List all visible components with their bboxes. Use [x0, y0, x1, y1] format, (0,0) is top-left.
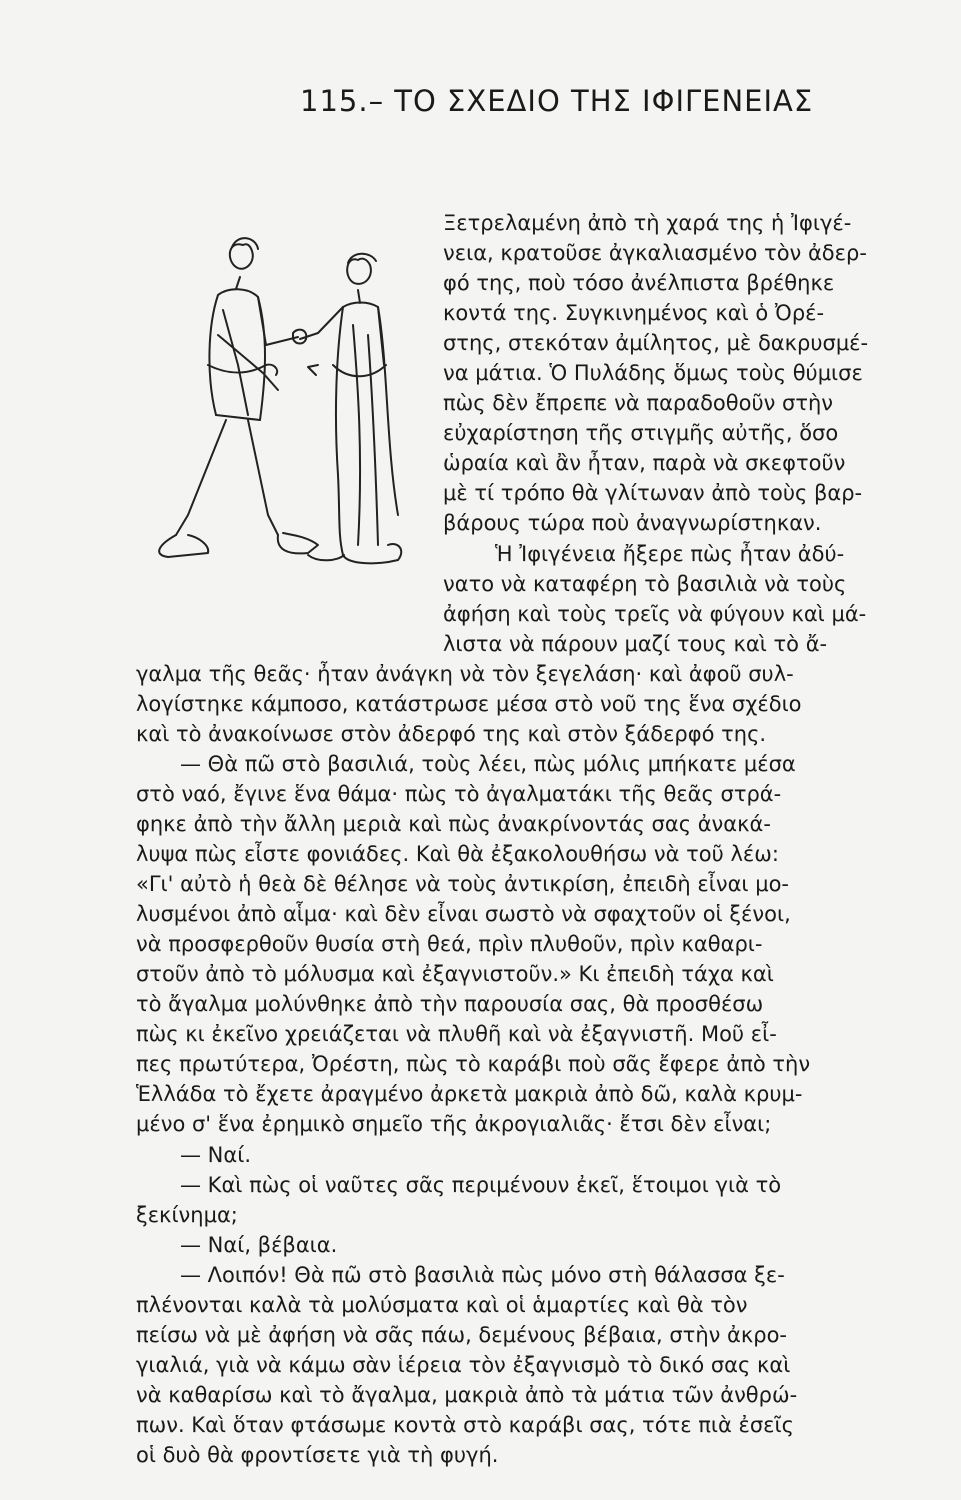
text-line: — Ναί. [180, 1143, 252, 1167]
text-line: νεια, κρατοῦσε ἀγκαλιασμένο τὸν ἀδερ- [443, 241, 867, 265]
text-line: «Γι' αὐτὸ ἡ θεὰ δὲ θέλησε νὰ τοὺς ἀντικρίση, ἐπειδὴ εἶναι μο- [136, 872, 789, 896]
text-line: να μάτια. Ὁ Πυλάδης ὅμως τοὺς θύμισε [443, 361, 863, 385]
text-line: μένο σ' ἕνα ἐρημικὸ σημεῖο τῆς ἀκρογιαλιᾶς· ἔτσι δὲν εἶναι; [136, 1112, 772, 1136]
text-line: ἀφήση καὶ τοὺς τρεῖς νὰ φύγουν καὶ μά- [443, 602, 867, 626]
page-title: 115.– ΤΟ ΣΧΕΔΙΟ ΤΗΣ ΙΦΙΓΕΝΕΙΑΣ [300, 84, 814, 118]
text-line: μὲ τί τρόπο θὰ γλίτωναν ἀπὸ τοὺς βαρ- [443, 481, 863, 505]
text-line: πων. Καὶ ὅταν φτάσωμε κοντὰ στὸ καράβι σας, τότε πιὰ ἐσεῖς [136, 1413, 794, 1437]
text-line: — Καὶ πὼς οἱ ναῦτες σᾶς περιμένουν ἐκεῖ, ἕτοιμοι γιὰ τὸ [180, 1173, 782, 1197]
text-line: οἱ δυὸ θὰ φροντίσετε γιὰ τὴ φυγή. [136, 1443, 499, 1467]
text-line: Ἑλλάδα τὸ ἔχετε ἀραγμένο ἀρκετὰ μακριὰ ἀπὸ δῶ, καλὰ κρυμ- [136, 1082, 803, 1106]
text-line: στὸ ναό, ἔγινε ἕνα θάμα· πὼς τὸ ἀγαλματάκι τῆς θεᾶς στρά- [136, 782, 782, 806]
text-line: βάρους τώρα ποὺ ἀναγνωρίστηκαν. [443, 511, 822, 535]
text-line: κοντά της. Συγκινημένος καὶ ὁ Ὀρέ- [443, 301, 825, 325]
text-line: πείσω νὰ μὲ ἀφήση νὰ σᾶς πάω, δεμένους βέβαια, στὴν ἀκρο- [136, 1323, 788, 1347]
text-line: φό της, ποὺ τόσο ἀνέλπιστα βρέθηκε [443, 271, 835, 295]
text-line: λογίστηκε κάμποσο, κατάστρωσε μέσα στὸ νοῦ της ἕνα σχέδιο [136, 692, 802, 716]
text-line: φηκε ἀπὸ τὴν ἄλλη μεριὰ καὶ πὼς ἀνακρίνοντάς σας ἀνακά- [136, 812, 771, 836]
text-line: πὼς κι ἐκεῖνο χρειάζεται νὰ πλυθῆ καὶ νὰ ἐξαγνιστῆ. Μοῦ εἶ- [136, 1022, 777, 1046]
text-line: τὸ ἄγαλμα μολύνθηκε ἀπὸ τὴν παρουσία σας, θὰ προσθέσω [136, 992, 764, 1016]
text-line: — Ναί, βέβαια. [180, 1233, 338, 1257]
text-line: πλένονται καλὰ τὰ μολύσματα καὶ οἱ ἁμαρτίες καὶ θὰ τὸν [136, 1293, 748, 1317]
text-line: πὼς δὲν ἔπρεπε νὰ παραδοθοῦν στὴν [443, 391, 834, 415]
text-line: γιαλιά, γιὰ νὰ κάμω σὰν ἱέρεια τὸν ἐξαγνισμὸ τὸ δικό σας καὶ [136, 1353, 791, 1377]
text-line: ὡραία καὶ ἂν ἦταν, παρὰ νὰ σκεφτοῦν [443, 451, 846, 475]
orestes-and-iphigenia-drawing-icon [148, 215, 448, 585]
text-line: νὰ καθαρίσω καὶ τὸ ἄγαλμα, μακριὰ ἀπὸ τὰ μάτια τῶν ἀνθρώ- [136, 1383, 798, 1407]
text-line: εὐχαρίστηση τῆς στιγμῆς αὐτῆς, ὅσο [443, 421, 839, 445]
text-line: — Θὰ πῶ στὸ βασιλιά, τοὺς λέει, πὼς μόλις μπήκατε μέσα [180, 752, 796, 776]
text-line: ξεκίνημα; [136, 1203, 238, 1227]
text-line: πες πρωτύτερα, Ὀρέστη, πὼς τὸ καράβι ποὺ σᾶς ἔφερε ἀπὸ τὴν [136, 1052, 811, 1076]
text-line: νατο νὰ καταφέρη τὸ βασιλιὰ νὰ τοὺς [443, 572, 847, 596]
text-line: λυσμένοι ἀπὸ αἷμα· καὶ δὲν εἶναι σωστὸ νὰ σφαχτοῦν οἱ ξένοι, [136, 902, 791, 926]
text-line: λυψα πὼς εἶστε φονιάδες. Καὶ θὰ ἐξακολουθήσω νὰ τοῦ λέω: [136, 842, 779, 866]
text-line: στοῦν ἀπὸ τὸ μόλυσμα καὶ ἐξαγνιστοῦν.» Κι ἐπειδὴ τάχα καὶ [136, 962, 774, 986]
text-line: νὰ προσφερθοῦν θυσία στὴ θεά, πρὶν πλυθοῦν, πρὶν καθαρι- [136, 932, 763, 956]
text-line: Ἡ Ἰφιγένεια ἤξερε πὼς ἦταν ἀδύ- [495, 542, 845, 566]
text-line: γαλμα τῆς θεᾶς· ἦταν ἀνάγκη νὰ τὸν ξεγελάση· καὶ ἀφοῦ συλ- [136, 662, 794, 686]
text-line: Ξετρελαμένη ἀπὸ τὴ χαρά της ἡ Ἰφιγέ- [443, 211, 852, 235]
text-line: στης, στεκόταν ἀμίλητος, μὲ δακρυσμέ- [443, 331, 869, 355]
text-line: λιστα νὰ πάρουν μαζί τους καὶ τὸ ἄ- [443, 632, 828, 656]
text-line: — Λοιπόν! Θὰ πῶ στὸ βασιλιὰ πὼς μόνο στὴ θάλασσα ξε- [180, 1263, 785, 1287]
text-line: καὶ τὸ ἀνακοίνωσε στὸν ἀδερφό της καὶ στὸν ξάδερφό της. [136, 722, 767, 746]
